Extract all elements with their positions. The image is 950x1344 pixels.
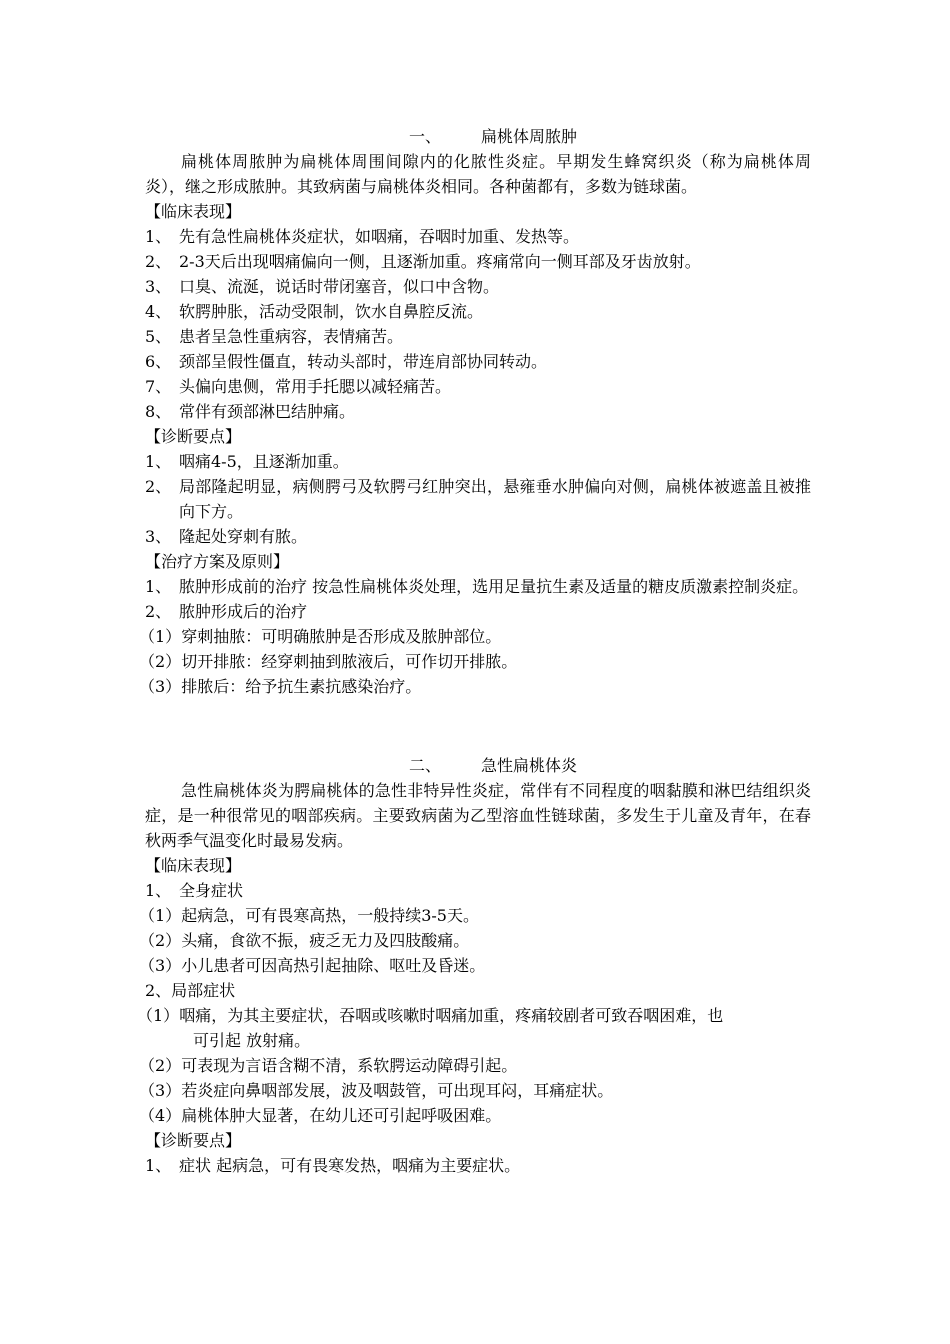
item-text: 2-3天后出现咽痛偏向一侧，且逐渐加重。疼痛常向一侧耳部及牙齿放射。 [179, 252, 701, 271]
item-text: 排脓后：给予抗生素抗感染治疗。 [181, 677, 422, 696]
item-text: 全身症状 [179, 881, 244, 900]
item-number: 7、 [145, 377, 172, 396]
item-number: 1、 [145, 452, 172, 471]
section2-local-title: 2、局部症状 [145, 981, 236, 1000]
list-item [139, 928, 811, 953]
item-number: 8、 [145, 402, 172, 421]
list-item-first-line [137, 1003, 811, 1028]
list-item [145, 349, 811, 374]
list-item [145, 249, 811, 274]
list-item [145, 1153, 811, 1178]
item-text: 隆起处穿刺有脓。 [179, 527, 308, 546]
item-text: 若炎症向鼻咽部发展，波及咽鼓管，可出现耳闷，耳痛症状。 [181, 1081, 614, 1100]
list-item [139, 624, 811, 649]
item-number: 5、 [145, 327, 172, 346]
item-number: 3、 [145, 277, 172, 296]
list-item [145, 399, 811, 424]
item-number: 3、 [145, 527, 172, 546]
section2-title-number: 二、 [408, 756, 441, 775]
item-text: 脓肿形成前的治疗 按急性扁桃体炎处理，选用足量抗生素及适量的糖皮质激素控制炎症。 [179, 577, 809, 596]
list-item [145, 374, 811, 399]
item-text: 局部隆起明显，病侧腭弓及软腭弓红肿突出，悬雍垂水肿偏向对侧，扁桃体被遮盖且被推向下方。 [179, 477, 811, 521]
item-text: 口臭、流涎，说话时带闭塞音，似口中含物。 [179, 277, 500, 296]
section1-diagnosis-heading: 【诊断要点】 [145, 427, 242, 446]
section2-intro: 急性扁桃体炎为腭扁桃体的急性非特异性炎症，常伴有不同程度的咽黏膜和淋巴结组织炎症，是一种很常见的咽部疾病。主要致病菌为乙型溶血性链球菌，多发生于儿童及青年，在春秋两季气温变化时最易发病。 [145, 781, 811, 850]
item-text: 咽痛，为其主要症状，吞咽或咳嗽时咽痛加重，疼痛较剧者可致吞咽困难，也 [179, 1006, 724, 1025]
item-number: 2、 [145, 477, 172, 496]
section2-clinical-heading: 【临床表现】 [145, 856, 242, 875]
list-item [139, 1078, 811, 1103]
item-text: 头痛，食欲不振，疲乏无力及四肢酸痛。 [181, 931, 470, 950]
item-number: （2） [139, 652, 182, 671]
item-text: 颈部呈假性僵直，转动头部时，带连肩部协同转动。 [179, 352, 548, 371]
list-item [139, 903, 811, 928]
item-text: 小儿患者可因高热引起抽除、呕吐及昏迷。 [181, 956, 486, 975]
item-number: 4、 [145, 302, 172, 321]
item-text: 头偏向患侧，常用手托腮以减轻痛苦。 [179, 377, 452, 396]
item-text: 穿刺抽脓：可明确脓肿是否形成及脓肿部位。 [181, 627, 502, 646]
item-number: （3） [139, 677, 182, 696]
item-number: （3） [139, 956, 182, 975]
item-number: 1、 [145, 1156, 172, 1175]
item-number: （4） [139, 1106, 182, 1125]
section1-treatment-heading: 【治疗方案及原则】 [145, 552, 290, 571]
item-text: 咽痛4-5，且逐渐加重。 [179, 452, 349, 471]
section1-title [145, 124, 811, 149]
item-number: （1） [139, 627, 182, 646]
item-number: （2） [139, 931, 182, 950]
list-item [145, 224, 811, 249]
list-item [145, 274, 811, 299]
section1-title-number: 一、 [408, 127, 441, 146]
item-text: 软腭肿胀，活动受限制，饮水自鼻腔反流。 [179, 302, 484, 321]
item-number: （1） [139, 906, 182, 925]
item-number: 1、 [145, 577, 172, 596]
item-text: 扁桃体肿大显著，在幼儿还可引起呼吸困难。 [181, 1106, 502, 1125]
item-text: 症状 起病急，可有畏寒发热，咽痛为主要症状。 [179, 1156, 521, 1175]
list-item [139, 953, 811, 978]
section1-intro: 扁桃体周脓肿为扁桃体周围间隙内的化脓性炎症。早期发生蜂窝织炎（称为扁桃体周炎），继之形成脓肿。其致病菌与扁桃体炎相同。各种菌都有，多数为链球菌。 [145, 152, 811, 196]
item-number: （3） [139, 1081, 182, 1100]
section2-title-text: 急性扁桃体炎 [481, 756, 578, 775]
item-text: 可表现为言语含糊不清，系软腭运动障碍引起。 [181, 1056, 518, 1075]
item-number: 1、 [145, 881, 172, 900]
list-item [139, 1053, 811, 1078]
item-text-continuation: 可引起 放射痛。 [193, 1031, 311, 1050]
list-item [139, 674, 811, 699]
item-number: 2、 [145, 602, 172, 621]
item-number: 6、 [145, 352, 172, 371]
list-item [145, 599, 811, 624]
item-text: 起病急，可有畏寒高热，一般持续3-5天。 [181, 906, 479, 925]
item-text: 常伴有颈部淋巴结肿痛。 [179, 402, 356, 421]
item-number: 1、 [145, 227, 172, 246]
item-text: 患者呈急性重病容，表情痛苦。 [179, 327, 404, 346]
item-number: 2、 [145, 252, 172, 271]
item-number: （2） [139, 1056, 182, 1075]
list-item [145, 299, 811, 324]
list-item [145, 474, 811, 524]
section1-clinical-heading: 【临床表现】 [145, 202, 242, 221]
list-item [145, 324, 811, 349]
list-item [137, 1003, 811, 1053]
section1-title-text: 扁桃体周脓肿 [481, 127, 578, 146]
list-item [139, 1103, 811, 1128]
list-item [145, 878, 811, 903]
item-text: 切开排脓：经穿刺抽到脓液后，可作切开排脓。 [181, 652, 518, 671]
item-number: （1） [137, 1006, 180, 1025]
list-item [145, 524, 811, 549]
section2-title [145, 753, 811, 778]
item-text: 脓肿形成后的治疗 [179, 602, 308, 621]
document-page [137, 124, 811, 1178]
list-item [139, 649, 811, 674]
section2-diagnosis-heading: 【诊断要点】 [145, 1131, 242, 1150]
list-item [145, 449, 811, 474]
section-spacer [145, 699, 811, 753]
list-item [145, 574, 811, 599]
item-text: 先有急性扁桃体炎症状，如咽痛，吞咽时加重、发热等。 [179, 227, 580, 246]
